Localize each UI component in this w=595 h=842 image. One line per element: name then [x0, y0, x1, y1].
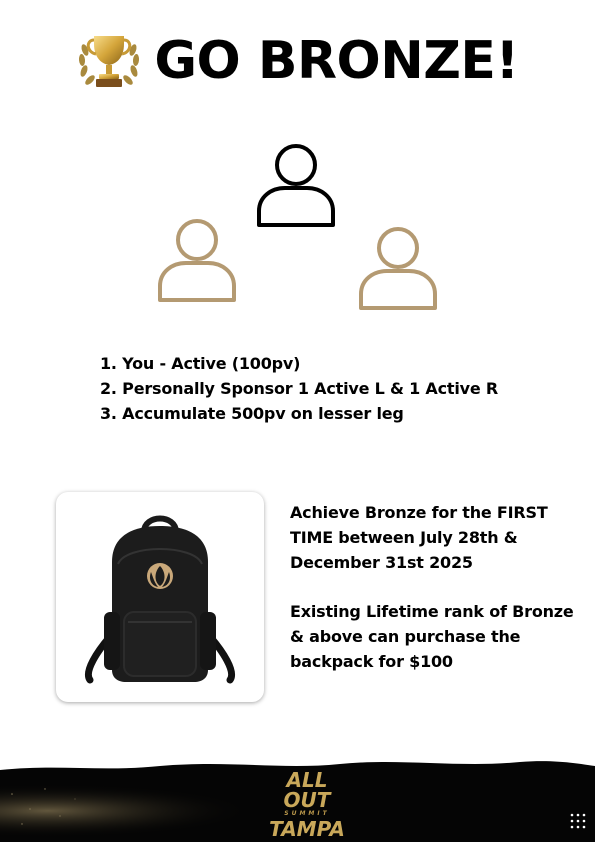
reward-first-time-text: Achieve Bronze for the FIRST TIME between July 28th & December 31st 2025: [290, 503, 548, 572]
logo-line-2: SUMMIT: [284, 810, 330, 817]
requirement-item: 2. Personally Sponsor 1 Active L & 1 Active R: [100, 379, 498, 398]
person-icon-right-leg: [356, 224, 440, 312]
summit-logo: [262, 770, 352, 839]
requirement-item: 3. Accumulate 500pv on lesser leg: [100, 404, 404, 423]
person-icon-left-leg: [155, 216, 239, 304]
reward-info: [290, 500, 580, 674]
trophy-icon: [76, 30, 142, 92]
backpack-icon: [56, 492, 264, 702]
logo-line-1: ALL OUT: [283, 768, 331, 812]
requirement-item: 1. You - Active (100pv): [100, 354, 301, 373]
person-icon-top: [255, 141, 337, 229]
backpack-image-card: [56, 492, 264, 702]
logo-line-3: TAMPA: [269, 817, 345, 841]
requirements-list: [100, 351, 498, 426]
page-title: GO BRONZE!: [154, 31, 519, 91]
grid-dots-icon[interactable]: [569, 812, 587, 830]
reward-existing-rank-text: Existing Lifetime rank of Bronze & above can purchase the backpack for $100: [290, 602, 574, 671]
page-header: [0, 26, 595, 96]
